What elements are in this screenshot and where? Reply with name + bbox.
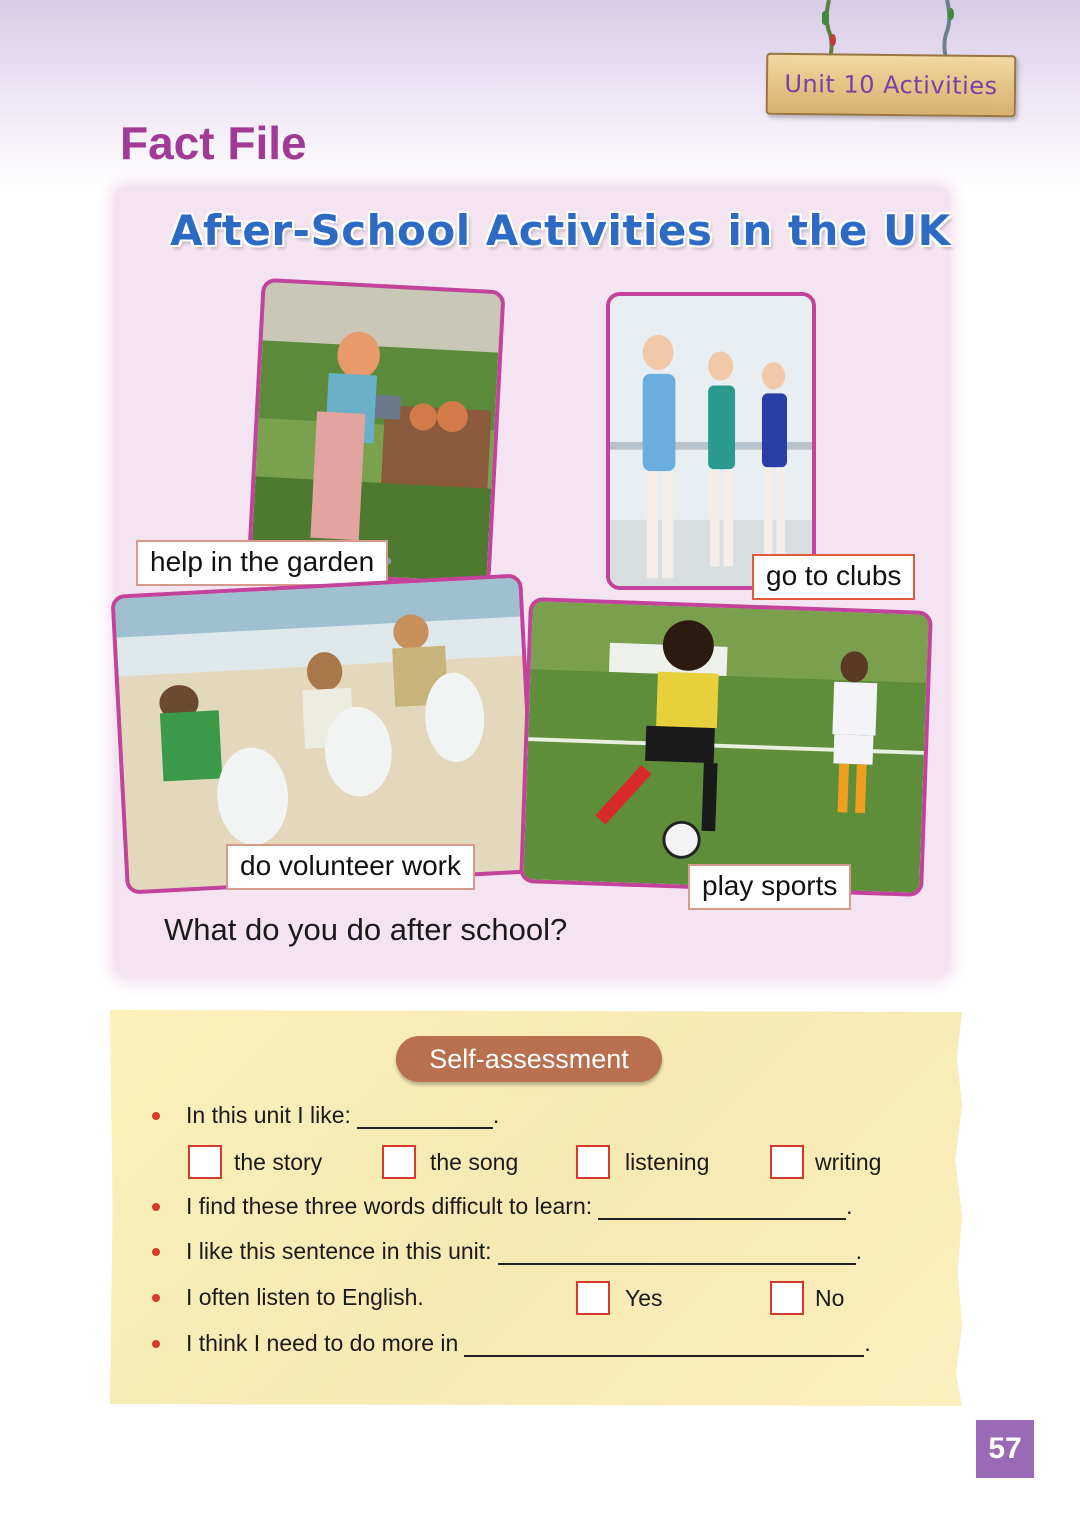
checkbox-no[interactable] xyxy=(770,1281,804,1315)
unit-sign xyxy=(766,0,1018,120)
self-assessment-title: Self-assessment xyxy=(396,1036,662,1082)
caption-sports: play sports xyxy=(688,864,851,910)
panel-title: After-School Activities in the UK xyxy=(170,206,951,255)
period: . xyxy=(855,1238,862,1264)
unit-sign-board xyxy=(766,53,1017,118)
option-story: the story xyxy=(234,1149,323,1175)
bullet-icon xyxy=(152,1203,160,1211)
caption-volunteer: do volunteer work xyxy=(226,844,475,890)
answer-blank[interactable] xyxy=(357,1107,493,1129)
section-title: Fact File xyxy=(120,117,307,169)
bullet-icon xyxy=(152,1340,160,1348)
checkbox-story[interactable] xyxy=(188,1145,222,1179)
football-photo xyxy=(519,597,933,897)
bullet-icon xyxy=(152,1112,160,1120)
checkbox-song[interactable] xyxy=(382,1145,416,1179)
line-difficult-words-text: I find these three words difficult to learn: xyxy=(186,1193,593,1219)
page-number: 57 xyxy=(976,1420,1034,1478)
line-do-more xyxy=(186,1330,871,1357)
line-sentence xyxy=(186,1238,862,1265)
answer-blank[interactable] xyxy=(498,1243,856,1265)
caption-clubs: go to clubs xyxy=(752,554,915,600)
caption-garden: help in the garden xyxy=(136,540,388,586)
option-writing: writing xyxy=(815,1149,882,1175)
line-unit-like-text: In this unit I like: xyxy=(186,1102,351,1128)
option-no: No xyxy=(815,1285,845,1311)
option-yes: Yes xyxy=(625,1285,663,1311)
answer-blank[interactable] xyxy=(598,1198,846,1220)
option-song: the song xyxy=(430,1149,519,1175)
line-unit-like xyxy=(186,1102,499,1129)
period: . xyxy=(864,1330,871,1356)
checkbox-writing[interactable] xyxy=(770,1145,804,1179)
checkbox-listening[interactable] xyxy=(576,1145,610,1179)
period: . xyxy=(846,1193,853,1219)
checkbox-yes[interactable] xyxy=(576,1281,610,1315)
bullet-icon xyxy=(152,1294,160,1302)
question-text: What do you do after school? xyxy=(164,912,568,947)
answer-blank[interactable] xyxy=(464,1335,864,1357)
period: . xyxy=(492,1102,500,1128)
line-listen: I often listen to English. xyxy=(186,1284,424,1310)
line-difficult-words xyxy=(186,1193,853,1220)
bullet-icon xyxy=(152,1248,160,1256)
unit-label: Unit 10 Activities xyxy=(784,69,998,101)
line-do-more-text: I think I need to do more in xyxy=(186,1330,459,1356)
line-sentence-text: I like this sentence in this unit: xyxy=(186,1238,492,1264)
option-listening: listening xyxy=(625,1149,710,1175)
ballet-photo xyxy=(606,292,816,590)
